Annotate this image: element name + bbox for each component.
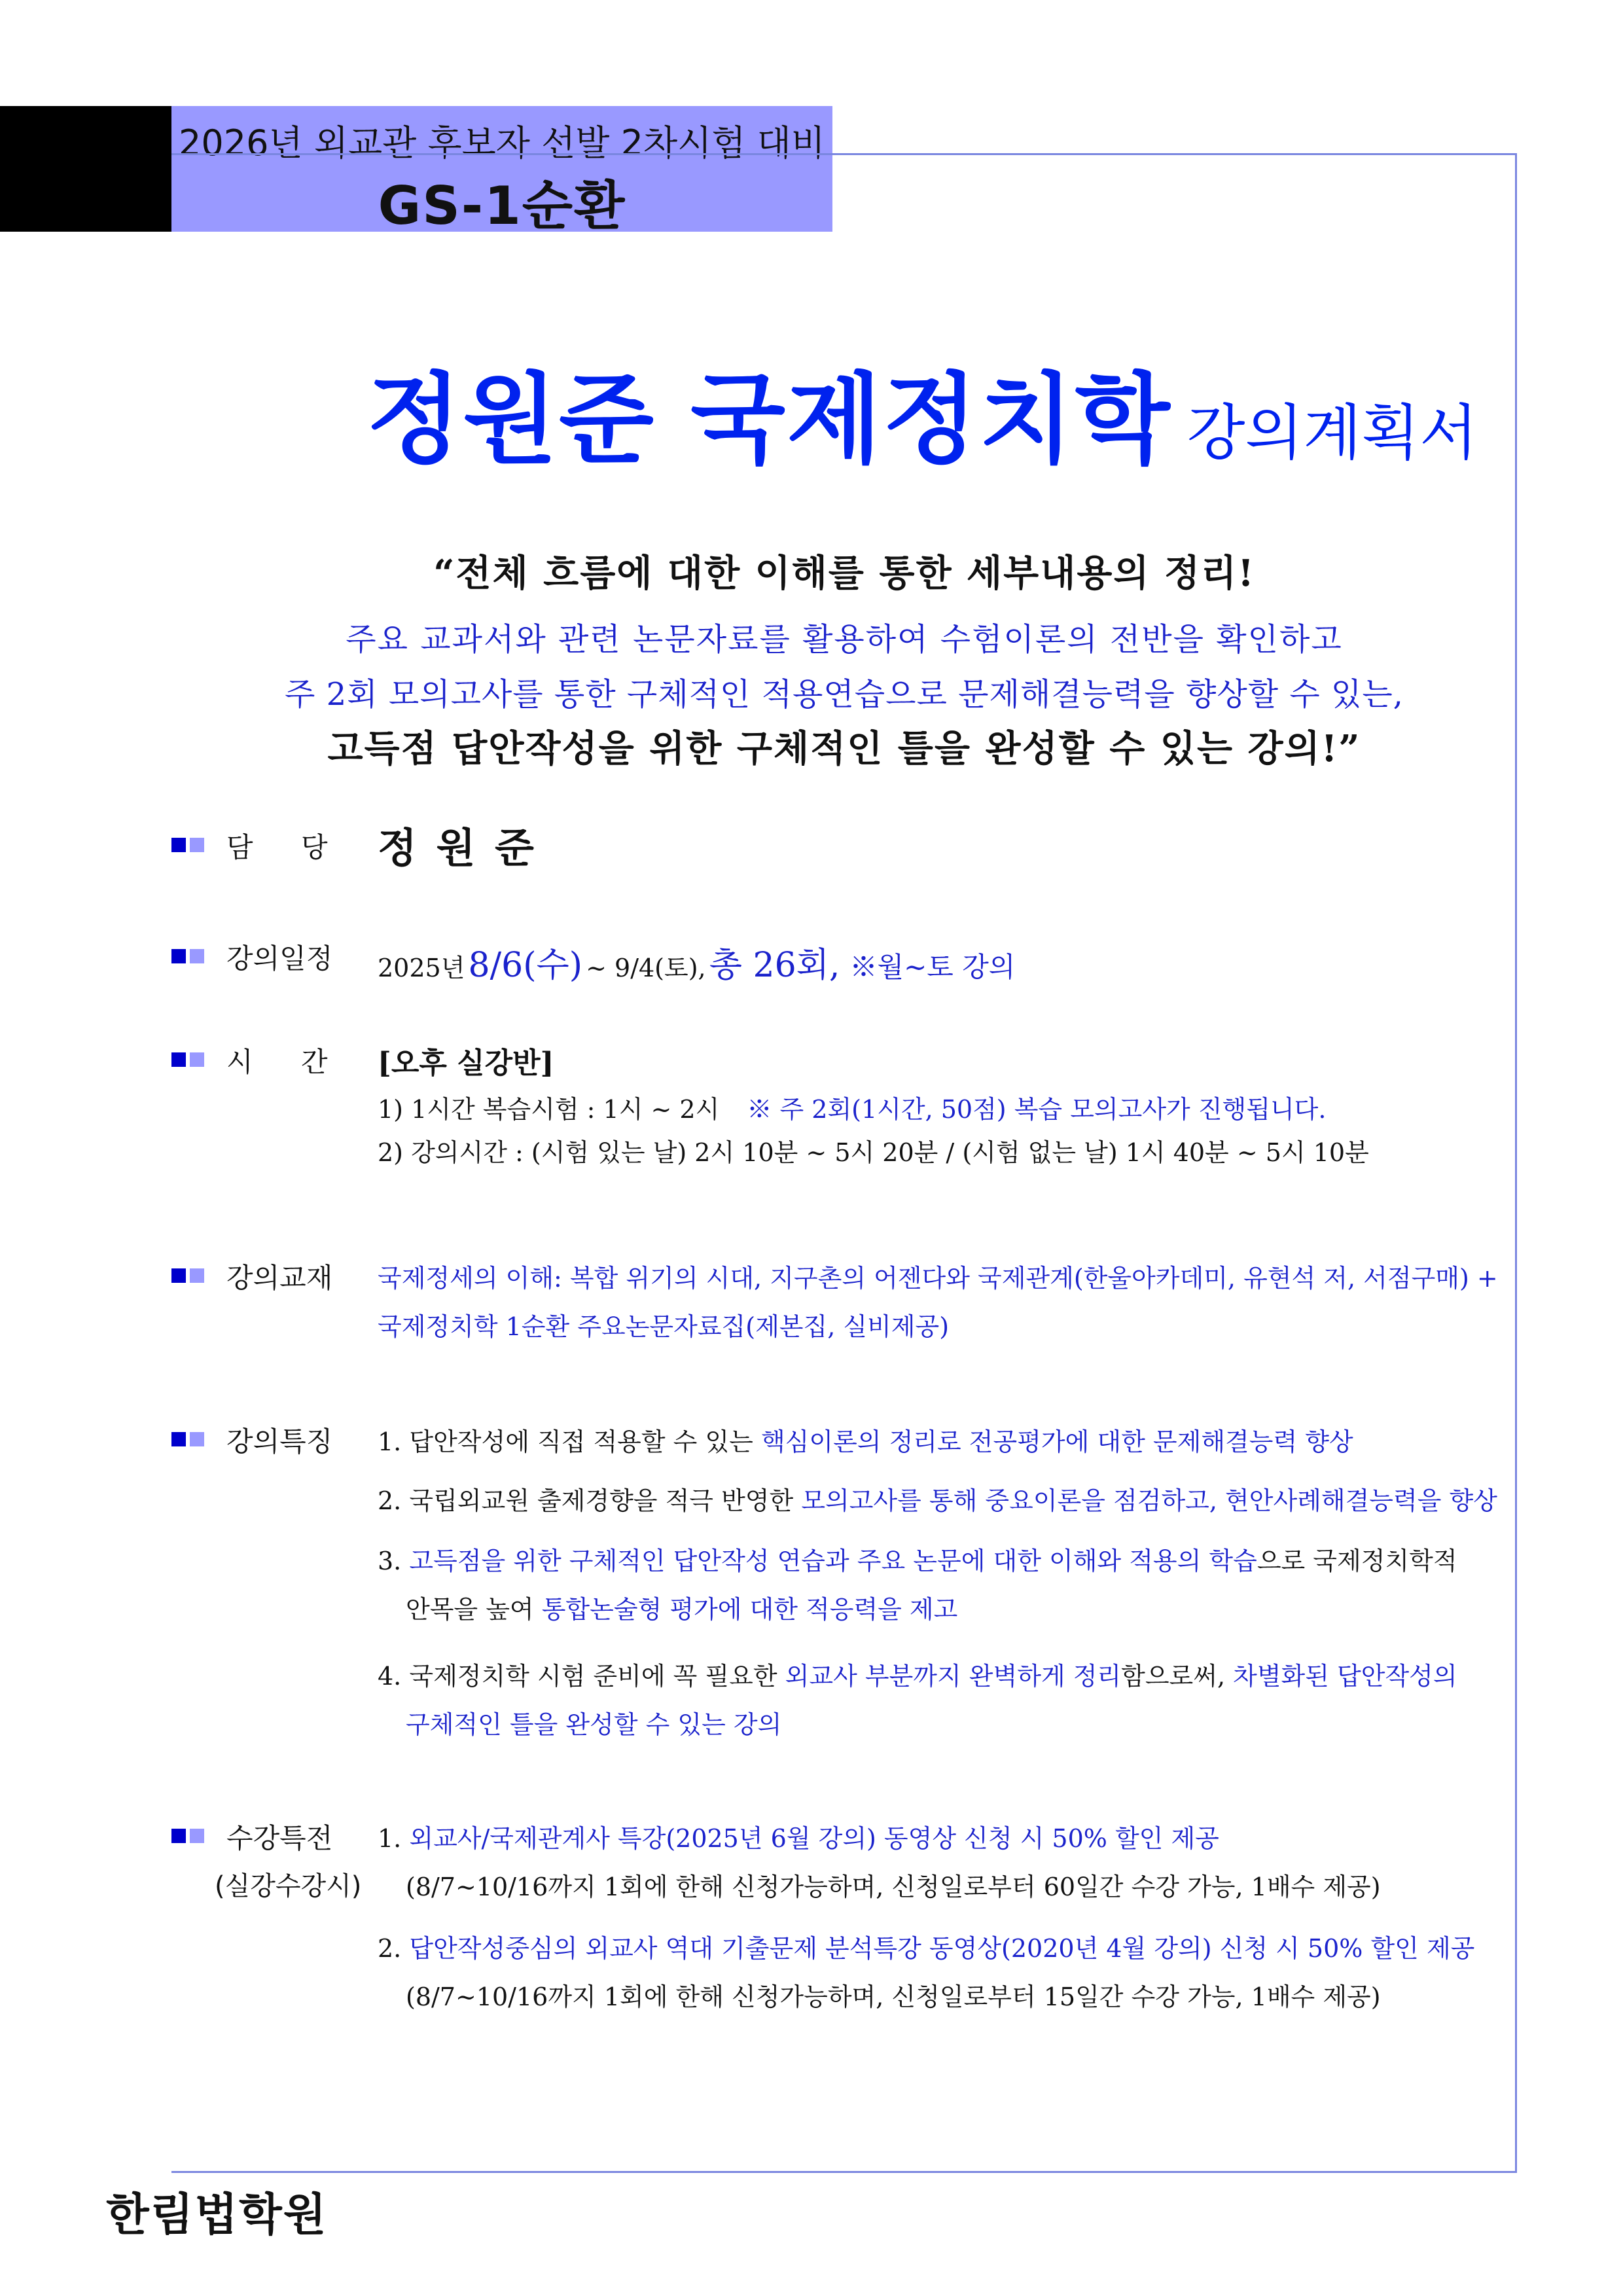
feature-num: 3. [378, 1547, 402, 1575]
feature-item-4-cont: 구체적인 틀을 완성할 수 있는 강의 [406, 1710, 782, 1739]
time-label-a: 시 [226, 1046, 253, 1078]
benefit-num: 1. [378, 1824, 402, 1853]
bullet-icon [190, 949, 204, 963]
bullet-icon [190, 1052, 204, 1067]
time-line-1b: ※ 주 2회(1시간, 50점) 복습 모의고사가 진행됩니다. [747, 1095, 1327, 1124]
benefits-label: 수강특전 [226, 1822, 333, 1854]
bullet-icon [171, 1268, 186, 1283]
bullet-icon [190, 1268, 204, 1283]
schedule-start: 8/6(수) [468, 946, 583, 985]
header-subtitle: 2026년 외교관 후보자 선발 2차시험 대비 [179, 122, 825, 164]
benefit-main: 답안작성중심의 외교사 역대 기출문제 분석특강 동영상(2020년 4월 강의) 신청 시 50% 할인 제공 [409, 1934, 1475, 1963]
features-label: 강의특징 [226, 1426, 333, 1458]
header-black-block [0, 106, 171, 232]
bullet-icon [171, 949, 186, 963]
time-line-1 [378, 1089, 1326, 1125]
feature-text: 함으로써, [1121, 1662, 1234, 1691]
schedule-total: 총 26회, [709, 946, 840, 985]
feature-text: 국립외교원 출제경향을 적극 반영한 [409, 1486, 802, 1515]
feature-highlight: 고득점을 위한 구체적인 답안작성 연습과 주요 논문에 대한 이해와 적용의 학습 [409, 1547, 1257, 1575]
bullet-icon [190, 1432, 204, 1446]
bullet-icon [190, 838, 204, 852]
bullet-icon [171, 1052, 186, 1067]
benefits-sublabel: (실강수강시) [215, 1871, 362, 1901]
title-sub: 강의계획서 [1186, 398, 1478, 468]
bullet-icon [190, 1829, 204, 1843]
feature-highlight: 외교사 부분까지 완벽하게 정리 [785, 1662, 1122, 1691]
textbook-line-1: 국제정세의 이해: 복합 위기의 시대, 지구촌의 어젠다와 국제관계(한울아카데미, 유현석 저, 서점구매) + [378, 1264, 1498, 1293]
feature-item-4 [378, 1656, 1457, 1692]
quote-line-1: “전체 흐름에 대한 이해를 통한 세부내용의 정리! [433, 552, 1255, 595]
instructor-label-a: 담 [226, 831, 253, 863]
quote-line-4: 고득점 답안작성을 위한 구체적인 틀을 완성할 수 있는 강의!” [327, 727, 1361, 770]
feature-text: 안목을 높여 [406, 1595, 542, 1624]
feature-num: 2. [378, 1486, 402, 1515]
feature-num: 1. [378, 1427, 402, 1456]
footer-logo: 한림법학원 [106, 2189, 328, 2241]
schedule-range: ~ 9/4(토), [586, 954, 706, 982]
bullet-icon [171, 838, 186, 852]
schedule-label: 강의일정 [226, 942, 333, 975]
benefit-num: 2. [378, 1934, 402, 1963]
time-heading: [오후 실강반] [378, 1047, 554, 1080]
schedule-year: 2025년 [378, 954, 465, 982]
time-line-1a: 1) 1시간 복습시험 : 1시 ~ 2시 [378, 1095, 720, 1124]
title-main: 정원준 국제정치학 [366, 363, 1171, 477]
benefit-item-2 [378, 1928, 1474, 1964]
bullet-icon [171, 1829, 186, 1843]
instructor-name: 정 원 준 [378, 824, 537, 872]
quote-line-3: 주 2회 모의고사를 통한 구체적인 적용연습으로 문제해결능력을 향상할 수 있는, [285, 676, 1404, 713]
benefit-main: 외교사/국제관계사 특강(2025년 6월 강의) 동영상 신청 시 50% 할인 제공 [409, 1824, 1219, 1853]
feature-item-3-cont [406, 1589, 957, 1625]
benefit-item-1-note: (8/7~10/16까지 1회에 한해 신청가능하며, 신청일로부터 60일간 수강 가능, 1배수 제공) [406, 1873, 1381, 1901]
feature-text: 으로 국제정치학적 [1257, 1547, 1457, 1575]
feature-highlight: 차별화된 답안작성의 [1233, 1662, 1457, 1691]
quote-line-2: 주요 교과서와 관련 논문자료를 활용하여 수험이론의 전반을 확인하고 [346, 621, 1343, 658]
page-title [366, 340, 1478, 482]
benefit-item-2-note: (8/7~10/16까지 1회에 한해 신청가능하며, 신청일로부터 15일간 수강 가능, 1배수 제공) [406, 1982, 1381, 2011]
textbook-label: 강의교재 [226, 1262, 333, 1294]
time-label-b: 간 [301, 1046, 328, 1078]
time-line-2: 2) 강의시간 : (시험 있는 날) 2시 10분 ~ 5시 20분 / (시험 없는 날) 1시 40분 ~ 5시 10분 [378, 1138, 1369, 1167]
textbook-line-2: 국제정치학 1순환 주요논문자료집(제본집, 실비제공) [378, 1312, 950, 1341]
schedule-note: ※월~토 강의 [849, 951, 1016, 983]
feature-text: 답안작성에 직접 적용할 수 있는 [409, 1427, 761, 1456]
feature-highlight: 모의고사를 통해 중요이론을 점검하고, 현안사례해결능력을 향상 [801, 1486, 1497, 1515]
feature-item-1 [378, 1422, 1353, 1458]
feature-highlight: 핵심이론의 정리로 전공평가에 대한 문제해결능력 향상 [760, 1427, 1353, 1456]
feature-text: 국제정치학 시험 준비에 꼭 필요한 [409, 1662, 785, 1691]
schedule-value [378, 937, 1015, 986]
feature-item-3 [378, 1541, 1457, 1577]
feature-item-2 [378, 1480, 1497, 1516]
feature-highlight: 통합논술형 평가에 대한 적응력을 제고 [541, 1595, 958, 1624]
benefit-item-1 [378, 1818, 1219, 1854]
bullet-icon [171, 1432, 186, 1446]
header-title: GS-1순환 [378, 175, 626, 236]
feature-num: 4. [378, 1662, 402, 1691]
instructor-label-b: 당 [301, 831, 328, 863]
